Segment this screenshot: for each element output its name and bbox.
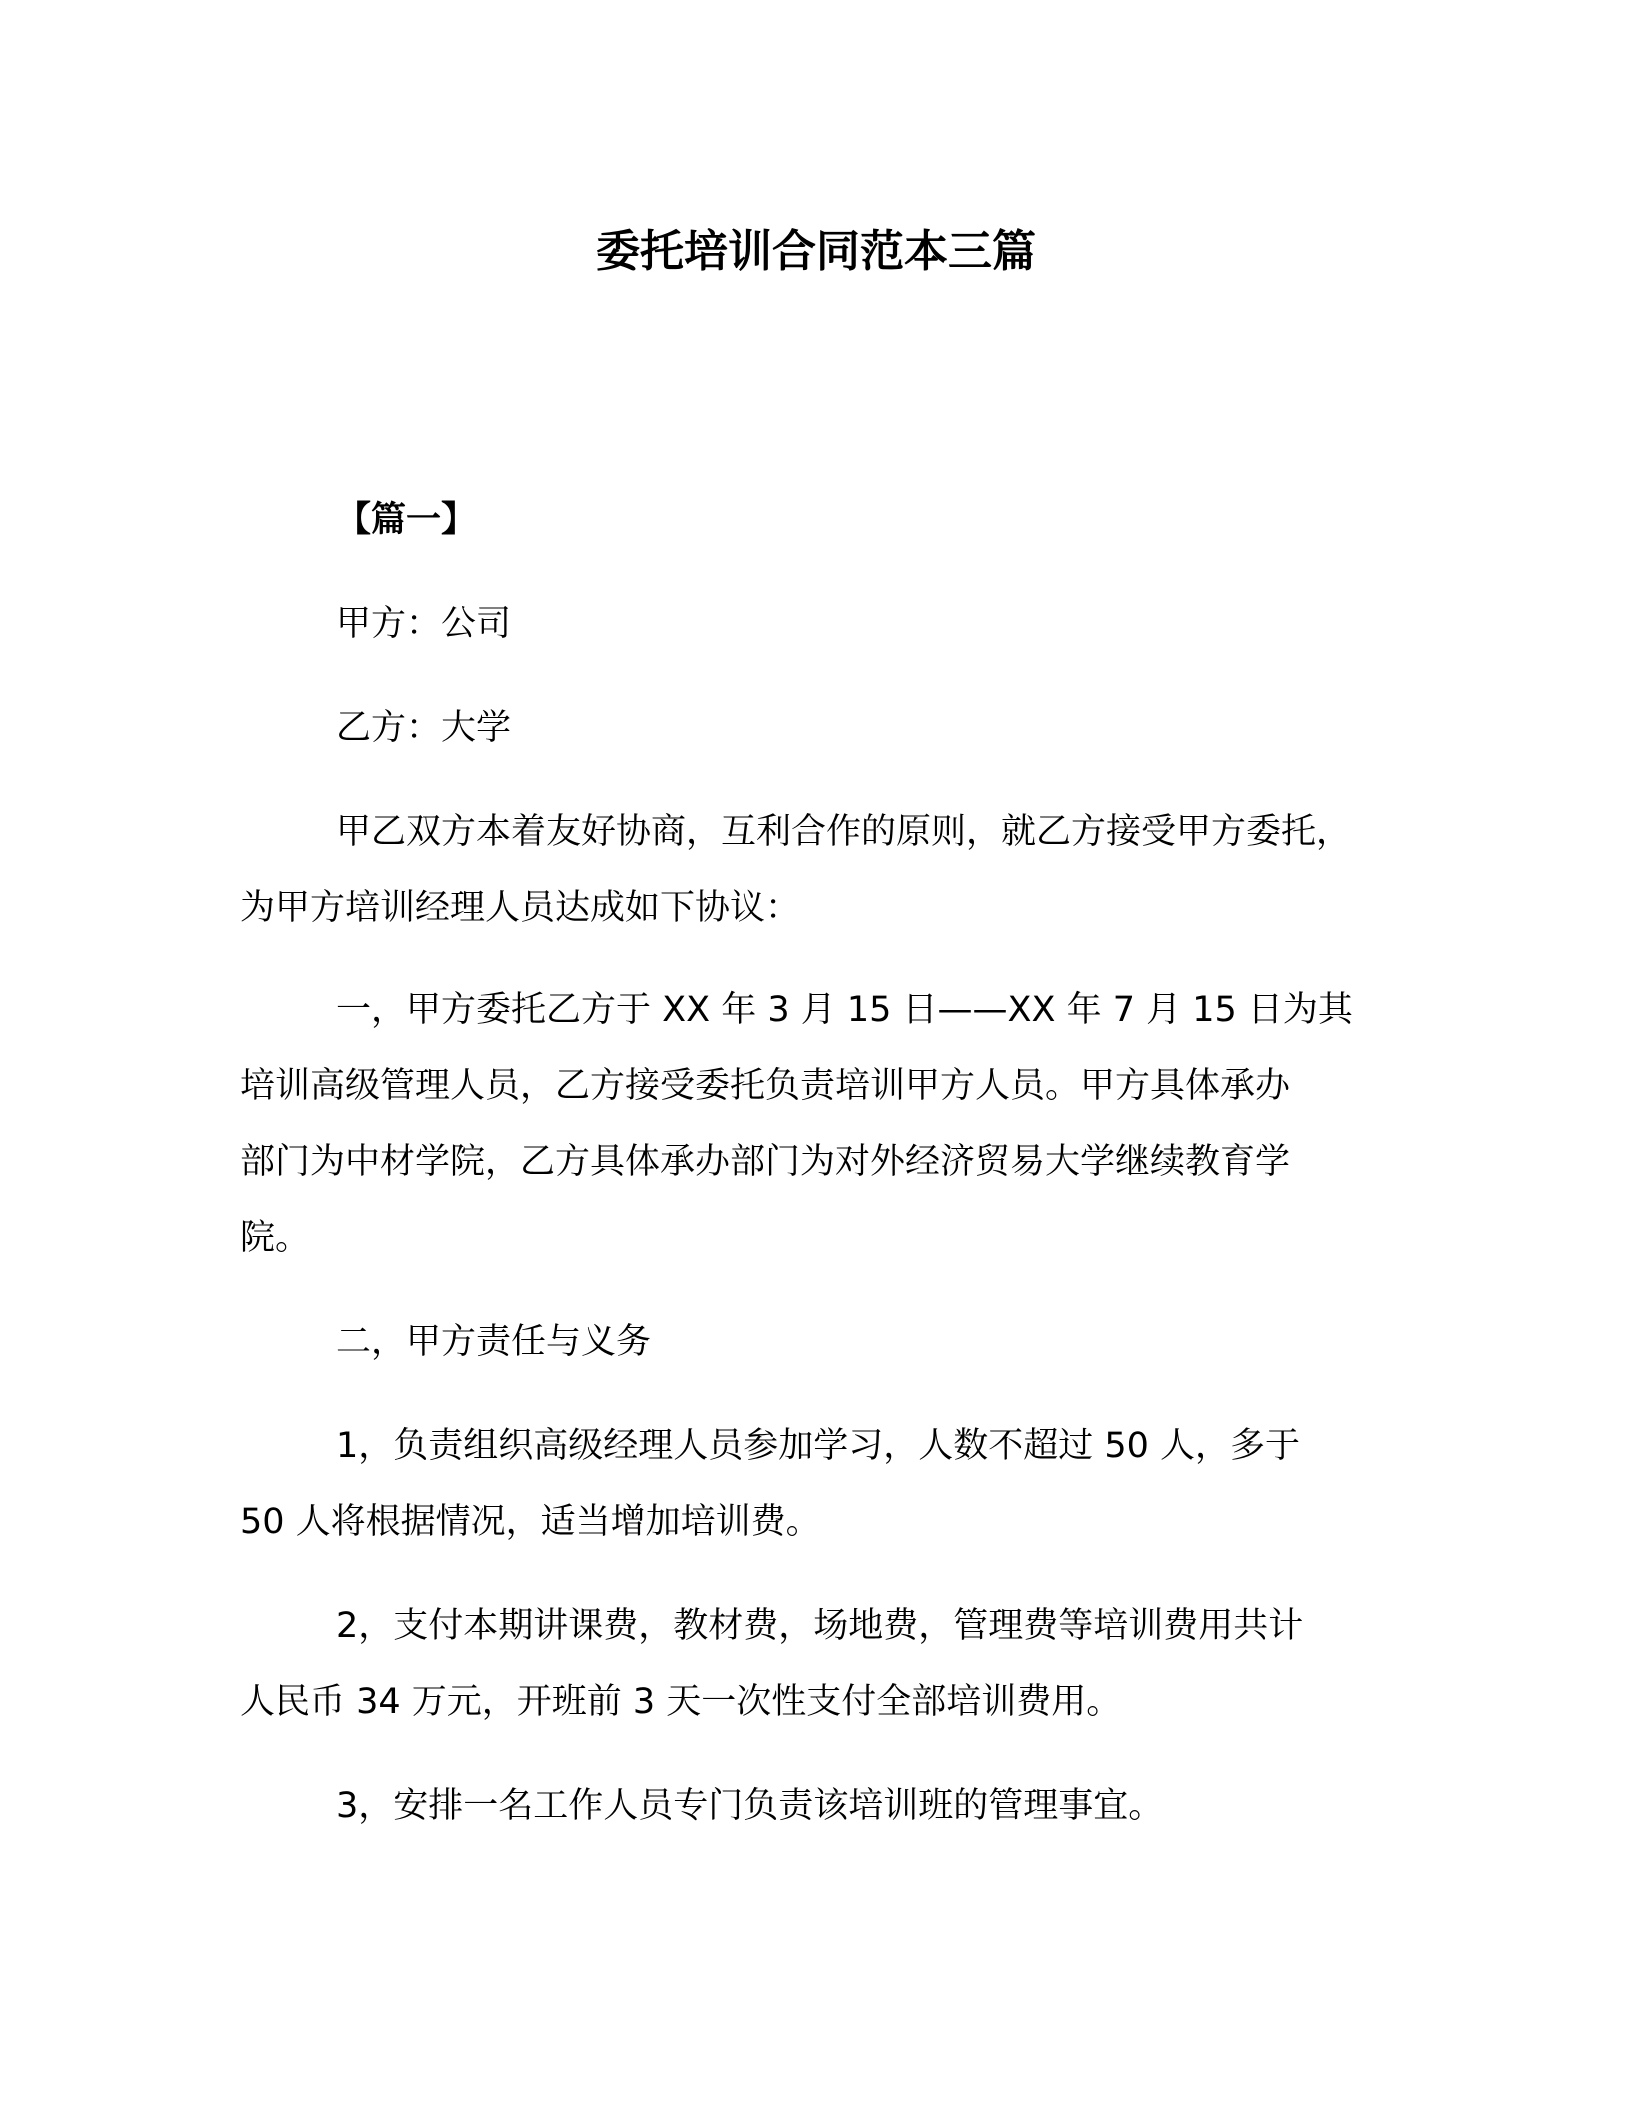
clause-one-line-3: 部门为中材学院，乙方具体承办部门为对外经济贸易大学继续教育学 [240, 1142, 1291, 1182]
clause-one-line-2: 培训高级管理人员，乙方接受委托负责培训甲方人员。甲方具体承办 [240, 1066, 1291, 1106]
item-2-line-2: 人民币 34 万元，开班前 3 天一次性支付全部培训费用。 [240, 1682, 1122, 1722]
party-b: 乙方：大学 [336, 708, 512, 748]
document-title: 委托培训合同范本三篇 [596, 226, 1036, 277]
item-1-line-1: 1，负责组织高级经理人员参加学习，人数不超过 50 人，多于 [336, 1426, 1301, 1466]
item-2-line-1: 2，支付本期讲课费，教材费，场地费，管理费等培训费用共计 [336, 1606, 1304, 1646]
intro-line-2: 为甲方培训经理人员达成如下协议： [240, 888, 801, 928]
clause-one-line-4: 院。 [240, 1218, 311, 1258]
item-1-line-2: 50 人将根据情况，适当增加培训费。 [240, 1502, 821, 1542]
party-a: 甲方：公司 [336, 604, 512, 644]
clause-two-heading: 二，甲方责任与义务 [336, 1322, 652, 1362]
section-label: 【篇一】 [336, 500, 477, 540]
item-3: 3，安排一名工作人员专门负责该培训班的管理事宜。 [336, 1786, 1164, 1826]
intro-line-1: 甲乙双方本着友好协商，互利合作的原则，就乙方接受甲方委托， [336, 812, 1352, 852]
clause-one-line-1: 一，甲方委托乙方于 XX 年 3 月 15 日——XX 年 7 月 15 日为其 [336, 990, 1353, 1030]
